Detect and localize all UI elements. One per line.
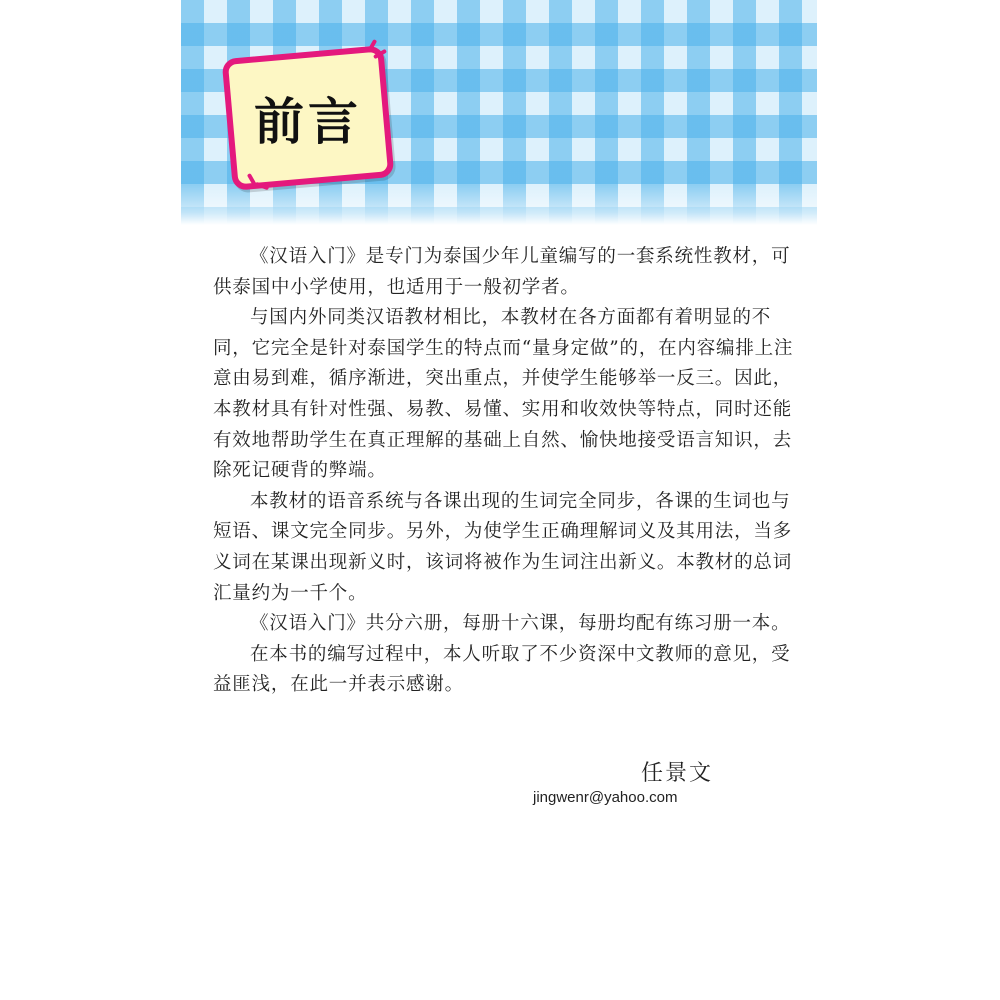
title-card [222, 45, 395, 191]
preface-page [181, 0, 817, 1000]
paragraph: 本教材的语音系统与各课出现的生词完全同步，各课的生词也与短语、课文完全同步。另外，为使学生正确理解词义及其用法，当多义词在某课出现新义时，该词将被作为生词注出新义。本教材的总词汇量约为一千个。 [213, 490, 793, 604]
paragraph: 《汉语入门》是专门为泰国少年儿童编写的一套系统性教材，可供泰国中小学使用，也适用于一般初学者。 [213, 246, 791, 298]
paragraph: 与国内外同类汉语教材相比，本教材在各方面都有着明显的不同，它完全是针对泰国学生的特点而“量身定做”的，在内容编排上注意由易到难，循序渐进，突出重点，并使学生能够举一反三。因此，本教材具有针对性强、易教、易懂、实用和收效快等特点，同时还能有效地帮助学生在真正理解的基础上自然、愉快地接受语言知识，去除死记硬背的弊端。 [213, 307, 794, 482]
paragraph: 《汉语入门》共分六册，每册十六课，每册均配有练习册一本。 [250, 613, 791, 635]
checkered-header [181, 0, 817, 225]
paragraph: 在本书的编写过程中，本人听取了不少资深中文教师的意见，受益匪浅，在此一并表示感谢。 [213, 643, 791, 696]
page-title: 前言 [254, 93, 362, 151]
header-fade [181, 185, 817, 225]
author-email: jingwenr@yahoo.com [533, 789, 678, 806]
preface-body [213, 242, 803, 701]
author-signature: 任景文 [641, 761, 714, 786]
